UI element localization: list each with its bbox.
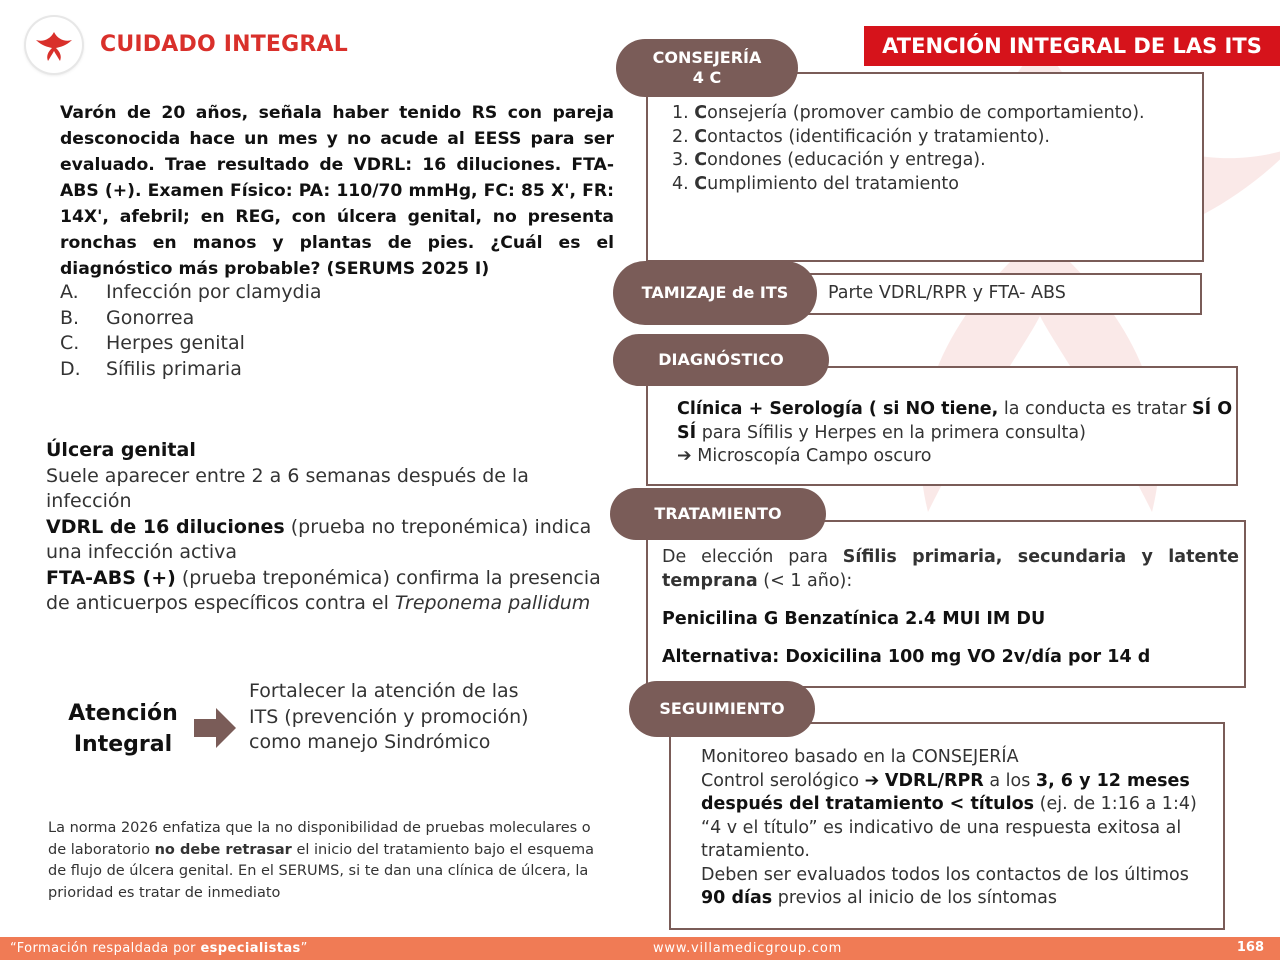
tamizaje-text: Parte VDRL/RPR y FTA- ABS	[828, 283, 1066, 303]
seguimiento-text: Monitoreo basado en la CONSEJERÍA Control serológico ➔ VDRL/RPR a los 3, 6 y 12 meses después del tratamiento < títulos (ej. de 1:16 a 1:4) “4 v el título” es indicativo de una respuesta exitosa al tratamiento. Deben ser evaluados todos los contactos de los últimos 90 días previos al inicio de los síntomas	[701, 747, 1197, 908]
topic-title: ATENCIÓN INTEGRAL DE LAS ITS	[882, 34, 1262, 58]
phoenix-logo-icon	[34, 28, 74, 62]
consejeria-list	[672, 102, 1145, 196]
list-item: 4. Cumplimiento del tratamiento	[672, 173, 959, 194]
option-a: A. Infección por clamydia	[60, 281, 322, 303]
vdrl-bold: VDRL de 16 diluciones	[46, 515, 285, 538]
fta-bold: FTA-ABS (+)	[46, 566, 176, 589]
footer-website-link[interactable]: www.villamedicgroup.com	[653, 941, 843, 956]
list-item: 3. Condones (educación y entrega).	[672, 150, 986, 170]
option-d: D. Sífilis primaria	[60, 357, 242, 380]
tratamiento-alternative: Alternativa: Doxicilina 100 mg VO 2v/día por 14 d	[662, 647, 1151, 667]
footer-bar	[0, 937, 1280, 960]
tratamiento-drug: Penicilina G Benzatínica 2.4 MUI IM DU	[662, 609, 1046, 629]
tratamiento-pill: TRATAMIENTO	[610, 488, 826, 540]
fta-text: (prueba treponémica) confirma la presencia de anticuerpos específicos contra el	[46, 566, 601, 614]
integral-label: Atención Integral	[68, 701, 178, 757]
list-item: 1. Consejería (promover cambio de comportamiento).	[672, 103, 1145, 123]
option-b: B. Gonorrea	[60, 306, 195, 329]
arrow-right-icon: ➔	[864, 770, 880, 791]
brand-logo	[26, 17, 82, 73]
answer-options	[60, 280, 580, 382]
diagnostico-pill: DIAGNÓSTICO	[613, 334, 829, 386]
diagnostico-text: Clínica + Serología ( si NO tiene, la conducta es tratar SÍ O SÍ para Sífilis y Herpes en la primera consulta) ➔ Microscopía Campo oscuro	[677, 399, 1233, 466]
option-c: C. Herpes genital	[60, 332, 245, 354]
fta-organism: Treponema pallidum	[394, 592, 591, 614]
case-question: Varón de 20 años, señala haber tenido RS con pareja desconocida hace un mes y no acude al EESS para ser evaluado. Trae resultado de VDRL: 16 diluciones. FTA- ABS (+). Examen Físico: PA: 110/70 mmHg, FC: 85 X', FR: 14X', afebril; en REG, con úlcera genital, no presenta ronchas en manos y plantas de pies. ¿Cuál es el diagnóstico más probable? (SERUMS 2025 I)	[60, 103, 614, 279]
ulcer-title: Úlcera genital	[46, 439, 196, 461]
tratamiento-intro: De elección para Sífilis primaria, secundaria y latente temprana (< 1 año):	[662, 547, 1240, 591]
integral-text: Fortalecer la atención de las ITS (prevención y promoción) como manejo Sindrómico	[249, 680, 529, 753]
explanation	[46, 438, 606, 617]
arrow-right-icon: ➔	[677, 446, 692, 466]
brand-title: CUIDADO INTEGRAL	[100, 32, 348, 57]
ulcer-text: Suele aparecer entre 2 a 6 semanas después de la infección	[46, 464, 529, 512]
vdrl-text: (prueba no treponémica) indica una infección activa	[46, 515, 592, 563]
seguimiento-pill: SEGUIMIENTO	[629, 681, 815, 737]
consejeria-pill: CONSEJERÍA 4 C	[616, 39, 798, 97]
list-item: 2. Contactos (identificación y tratamiento).	[672, 126, 1050, 147]
arrow-right-icon	[194, 708, 236, 748]
page-number: 168	[1236, 940, 1264, 955]
tamizaje-pill: TAMIZAJE de ITS	[613, 261, 817, 325]
topic-banner	[864, 26, 1280, 66]
footer-quote: “Formación respaldada por especialistas”	[10, 941, 308, 956]
norm-note: La norma 2026 enfatiza que la no disponibilidad de pruebas moleculares o de laboratorio no debe retrasar el inicio del tratamiento bajo el esquema de flujo de úlcera genital. En el SERUMS, si te dan una clínica de úlcera, la prioridad es tratar de inmediato	[48, 820, 594, 901]
